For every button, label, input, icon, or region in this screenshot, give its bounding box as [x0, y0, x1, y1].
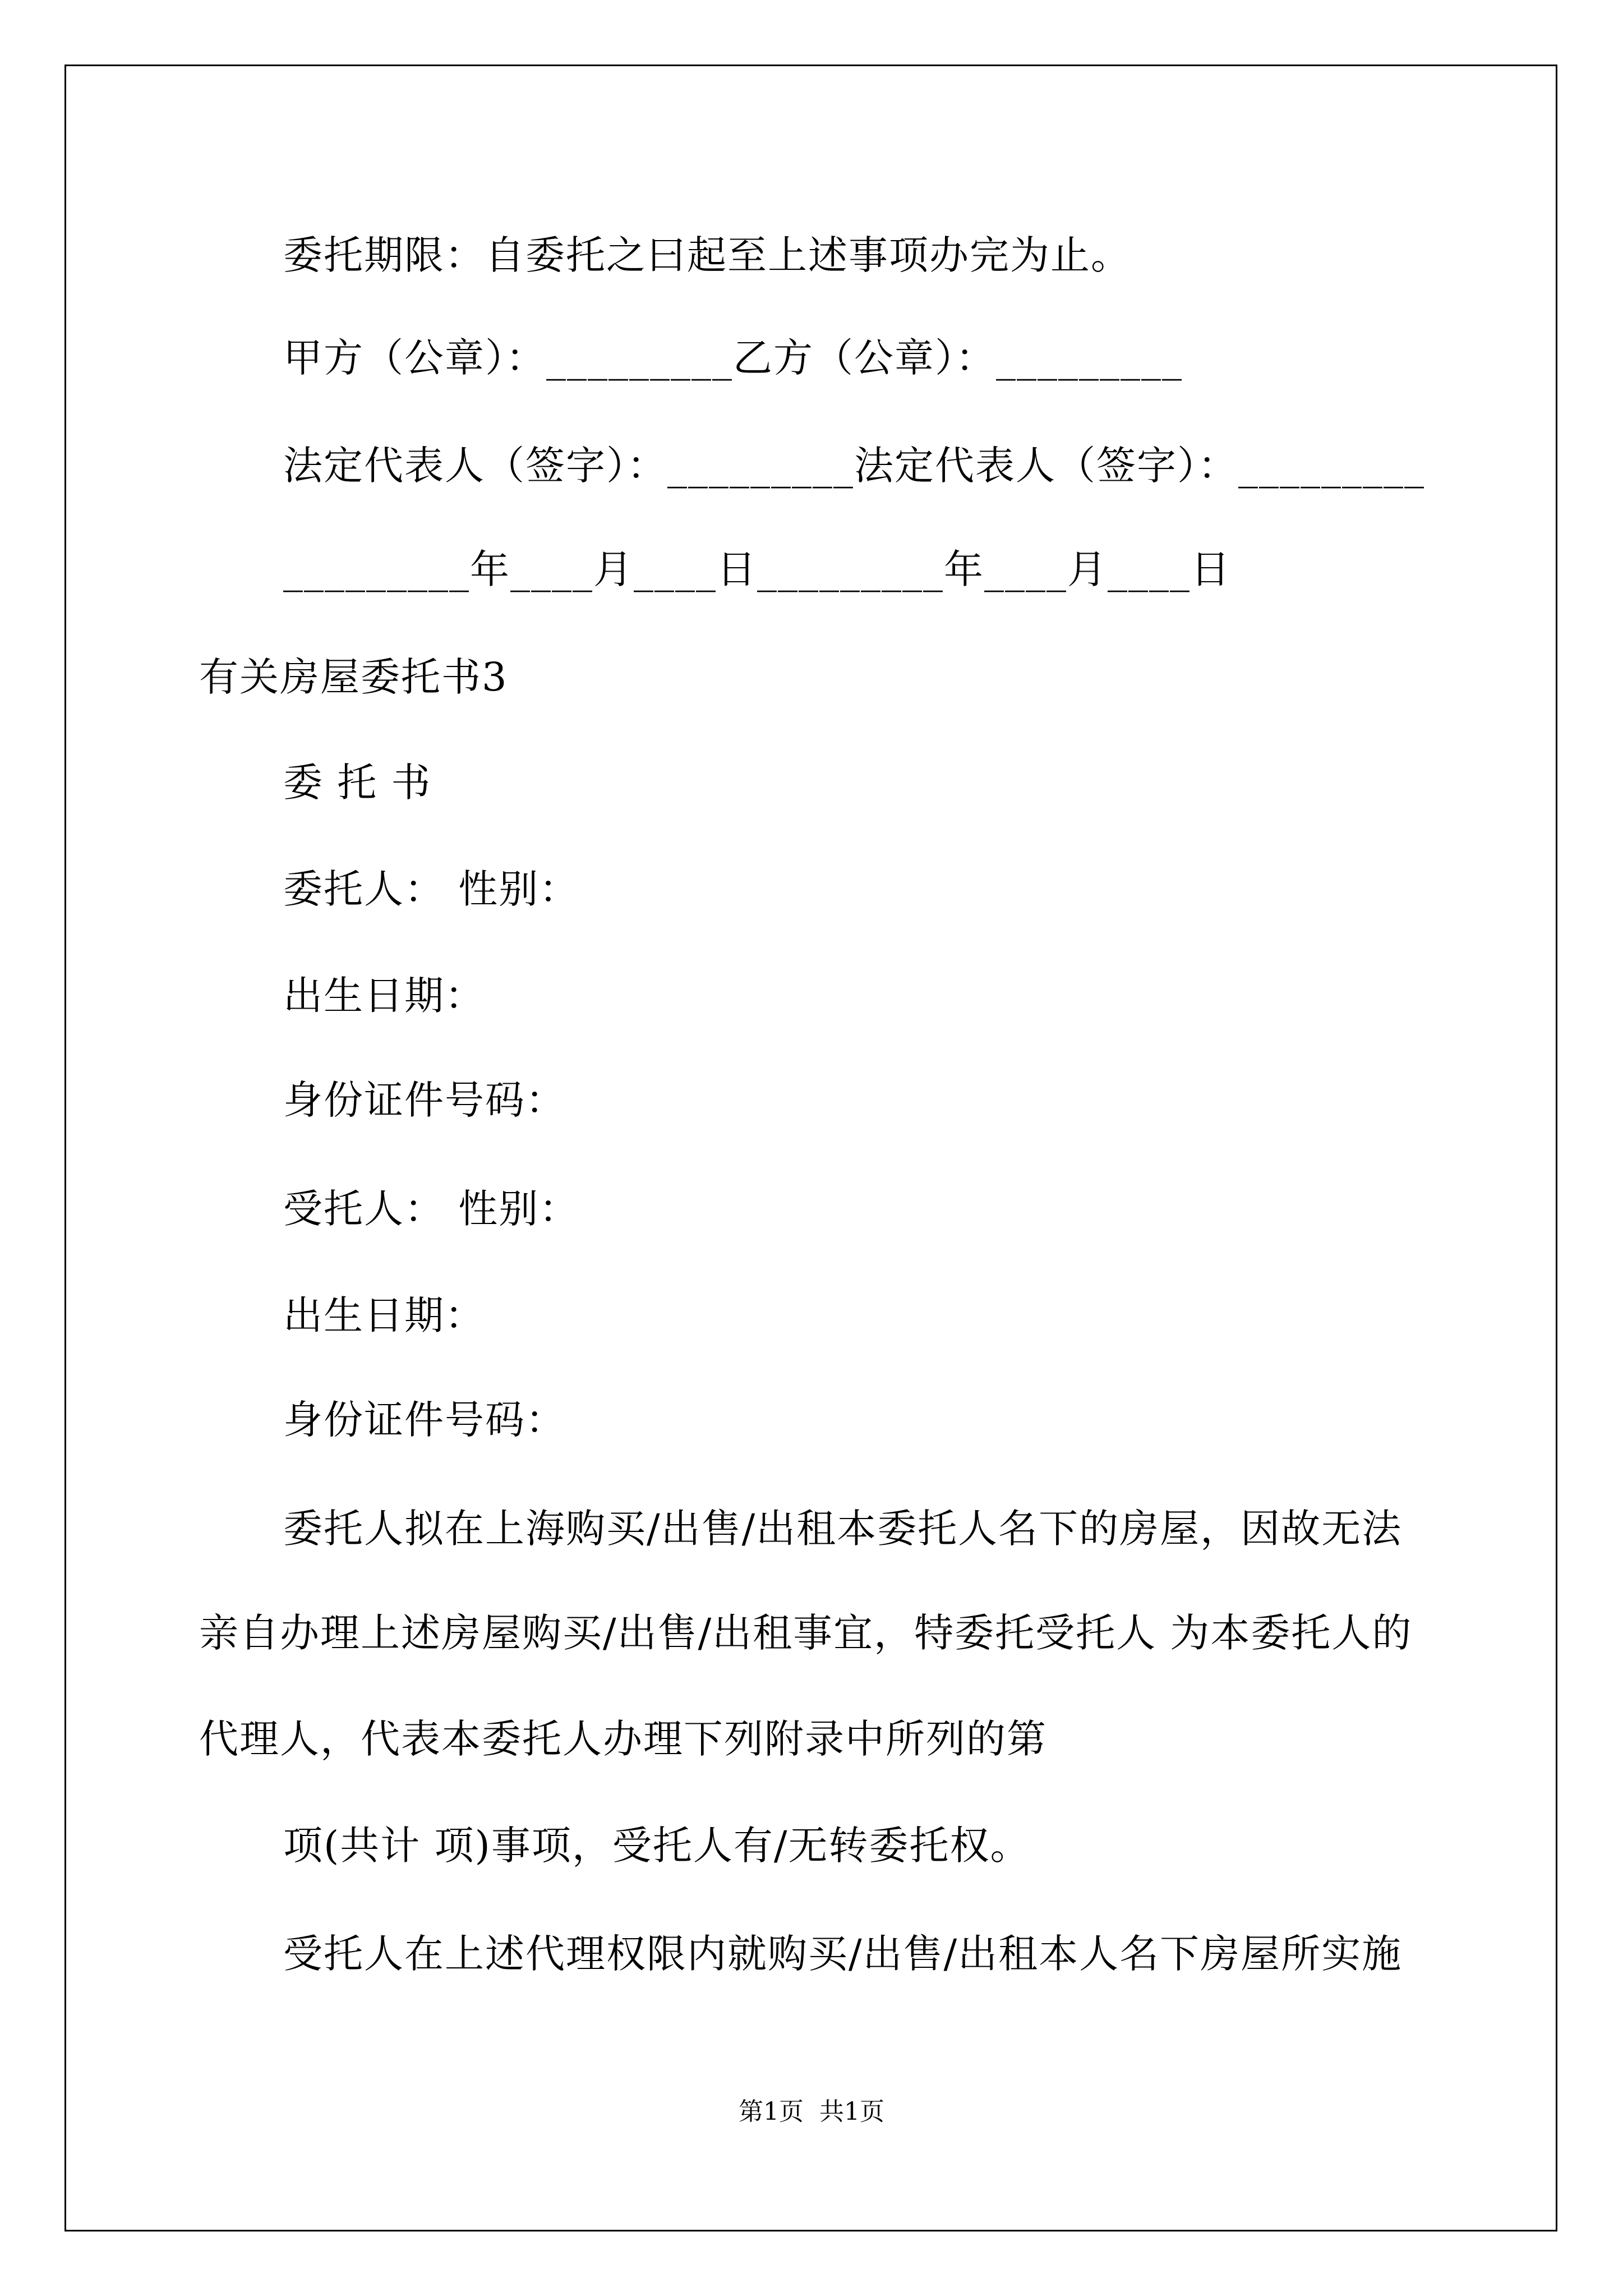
- document-title: 委 托 书: [283, 760, 432, 806]
- paragraph-line: 受托人在上述代理权限内就购买/出售/出租本人名下房屋所实施: [283, 1931, 1403, 1977]
- agent-birthdate-line: 出生日期：: [283, 1292, 485, 1338]
- paragraph-line: 代理人，代表本委托人办理下列附录中所列的第: [199, 1716, 1047, 1762]
- paragraph-line: 项(共计 项)事项，受托人有/无转委托权。: [283, 1823, 1031, 1869]
- principal-line: 委托人： 性别：: [283, 866, 580, 912]
- term-line: 委托期限：自委托之曰起至上述事项办完为止。: [283, 232, 1131, 278]
- section-heading: 有关房屋委托书3: [199, 654, 508, 700]
- page-frame: [64, 65, 1557, 2231]
- principal-birthdate-line: 出生日期：: [283, 973, 485, 1019]
- page-footer: 第1页 共1页: [739, 2097, 884, 2126]
- paragraph-line: 亲自办理上述房屋购买/出售/出租事宜，特委托受托人 为本委托人的: [199, 1610, 1413, 1656]
- agent-line: 受托人： 性别：: [283, 1186, 580, 1232]
- party-seal-line: 甲方（公章）：_________乙方（公章）：_________: [283, 335, 1183, 381]
- date-line: _________年____月____日_________年____月____日: [283, 546, 1231, 592]
- agent-id-line: 身份证件号码：: [283, 1397, 566, 1443]
- legal-representative-line: 法定代表人（签字）：_________法定代表人（签字）：_________: [283, 443, 1425, 489]
- principal-id-line: 身份证件号码：: [283, 1077, 566, 1123]
- paragraph-line: 委托人拟在上海购买/出售/出租本委托人名下的房屋，因故无法: [283, 1506, 1403, 1552]
